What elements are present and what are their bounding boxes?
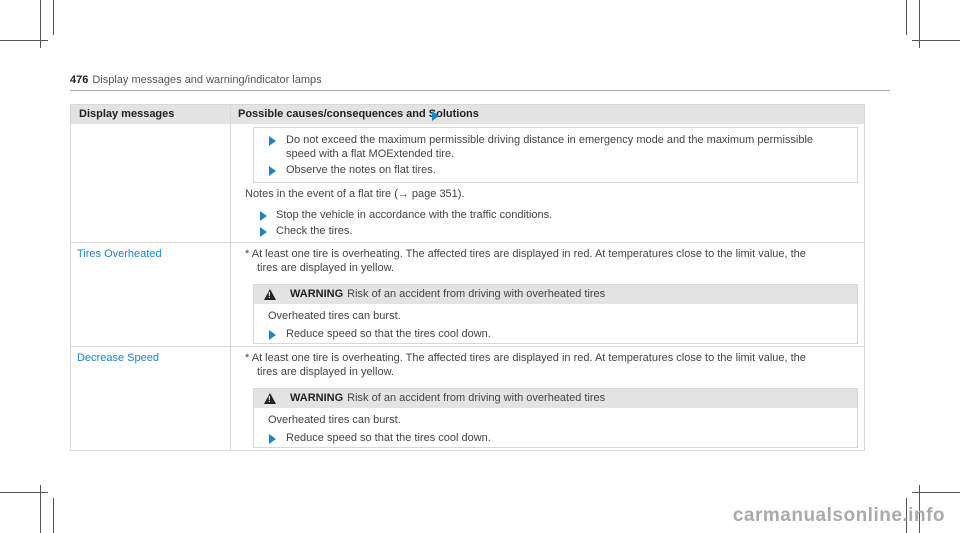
warning-icon <box>264 289 276 300</box>
page-header <box>70 74 322 86</box>
arrow-icon <box>269 136 276 146</box>
step-text: Stop the vehicle in accordance with the traffic conditions. <box>276 209 553 221</box>
note-line: Observe the notes on flat tires. <box>286 164 436 176</box>
warning-label: WARNING <box>290 392 344 404</box>
warning-bar <box>254 389 857 408</box>
note-line: speed with a flat MOExtended tire. <box>286 148 455 160</box>
step-text: Check the tires. <box>276 225 353 237</box>
cause-text: * At least one tire is overheating. The affected tires are displayed in red. At temperatures close to the limit value, the <box>245 248 806 260</box>
page-title: Display messages and warning/indicator lamps <box>92 74 322 86</box>
crop-mark <box>906 0 907 35</box>
crop-mark <box>0 40 48 41</box>
arrow-icon <box>432 111 439 121</box>
arrow-icon <box>269 434 276 444</box>
cause-text: * At least one tire is overheating. The affected tires are displayed in red. At temperatures close to the limit value, the <box>245 352 806 364</box>
col-display-messages-header: Display messages <box>79 108 175 120</box>
message-tires-overheated: Tires Overheated <box>77 248 162 260</box>
warning-label: WARNING <box>290 288 344 300</box>
warning-box <box>253 388 858 448</box>
header-divider <box>70 90 890 91</box>
messages-table <box>70 104 865 451</box>
col-causes-header: Possible causes/consequences and Solutions <box>238 108 479 120</box>
cause-text: tires are displayed in yellow. <box>257 262 394 274</box>
arrow-icon <box>260 211 267 221</box>
crop-mark <box>53 0 54 35</box>
warning-bar <box>254 285 857 304</box>
cause-text: tires are displayed in yellow. <box>257 366 394 378</box>
warning-icon <box>264 393 276 404</box>
watermark: carmanualsonline.info <box>732 505 945 526</box>
crop-mark <box>53 498 54 533</box>
warning-text: Risk of an accident from driving with overheated tires <box>347 392 606 404</box>
note-text: Notes in the event of a flat tire (→ page 351). <box>245 188 465 200</box>
crop-mark <box>0 492 48 493</box>
warning-box <box>253 284 858 344</box>
warning-body: Overheated tires can burst. <box>268 310 401 322</box>
warning-text: Risk of an accident from driving with overheated tires <box>347 288 606 300</box>
row-divider <box>71 346 864 347</box>
note-box <box>253 127 858 183</box>
message-decrease-speed: Decrease Speed <box>77 352 159 364</box>
crop-mark <box>912 40 960 41</box>
warning-step: Reduce speed so that the tires cool down. <box>286 432 491 444</box>
warning-step: Reduce speed so that the tires cool down. <box>286 328 491 340</box>
table-header <box>71 105 864 124</box>
page-number: 476 <box>70 74 89 86</box>
arrow-icon <box>269 166 276 176</box>
row-divider <box>71 242 864 243</box>
note-line: Do not exceed the maximum permissible driving distance in emergency mode and the maximum permissible <box>286 134 814 146</box>
arrow-icon <box>260 227 267 237</box>
warning-body: Overheated tires can burst. <box>268 414 401 426</box>
arrow-icon <box>269 330 276 340</box>
column-divider <box>230 105 231 450</box>
crop-mark <box>912 492 960 493</box>
